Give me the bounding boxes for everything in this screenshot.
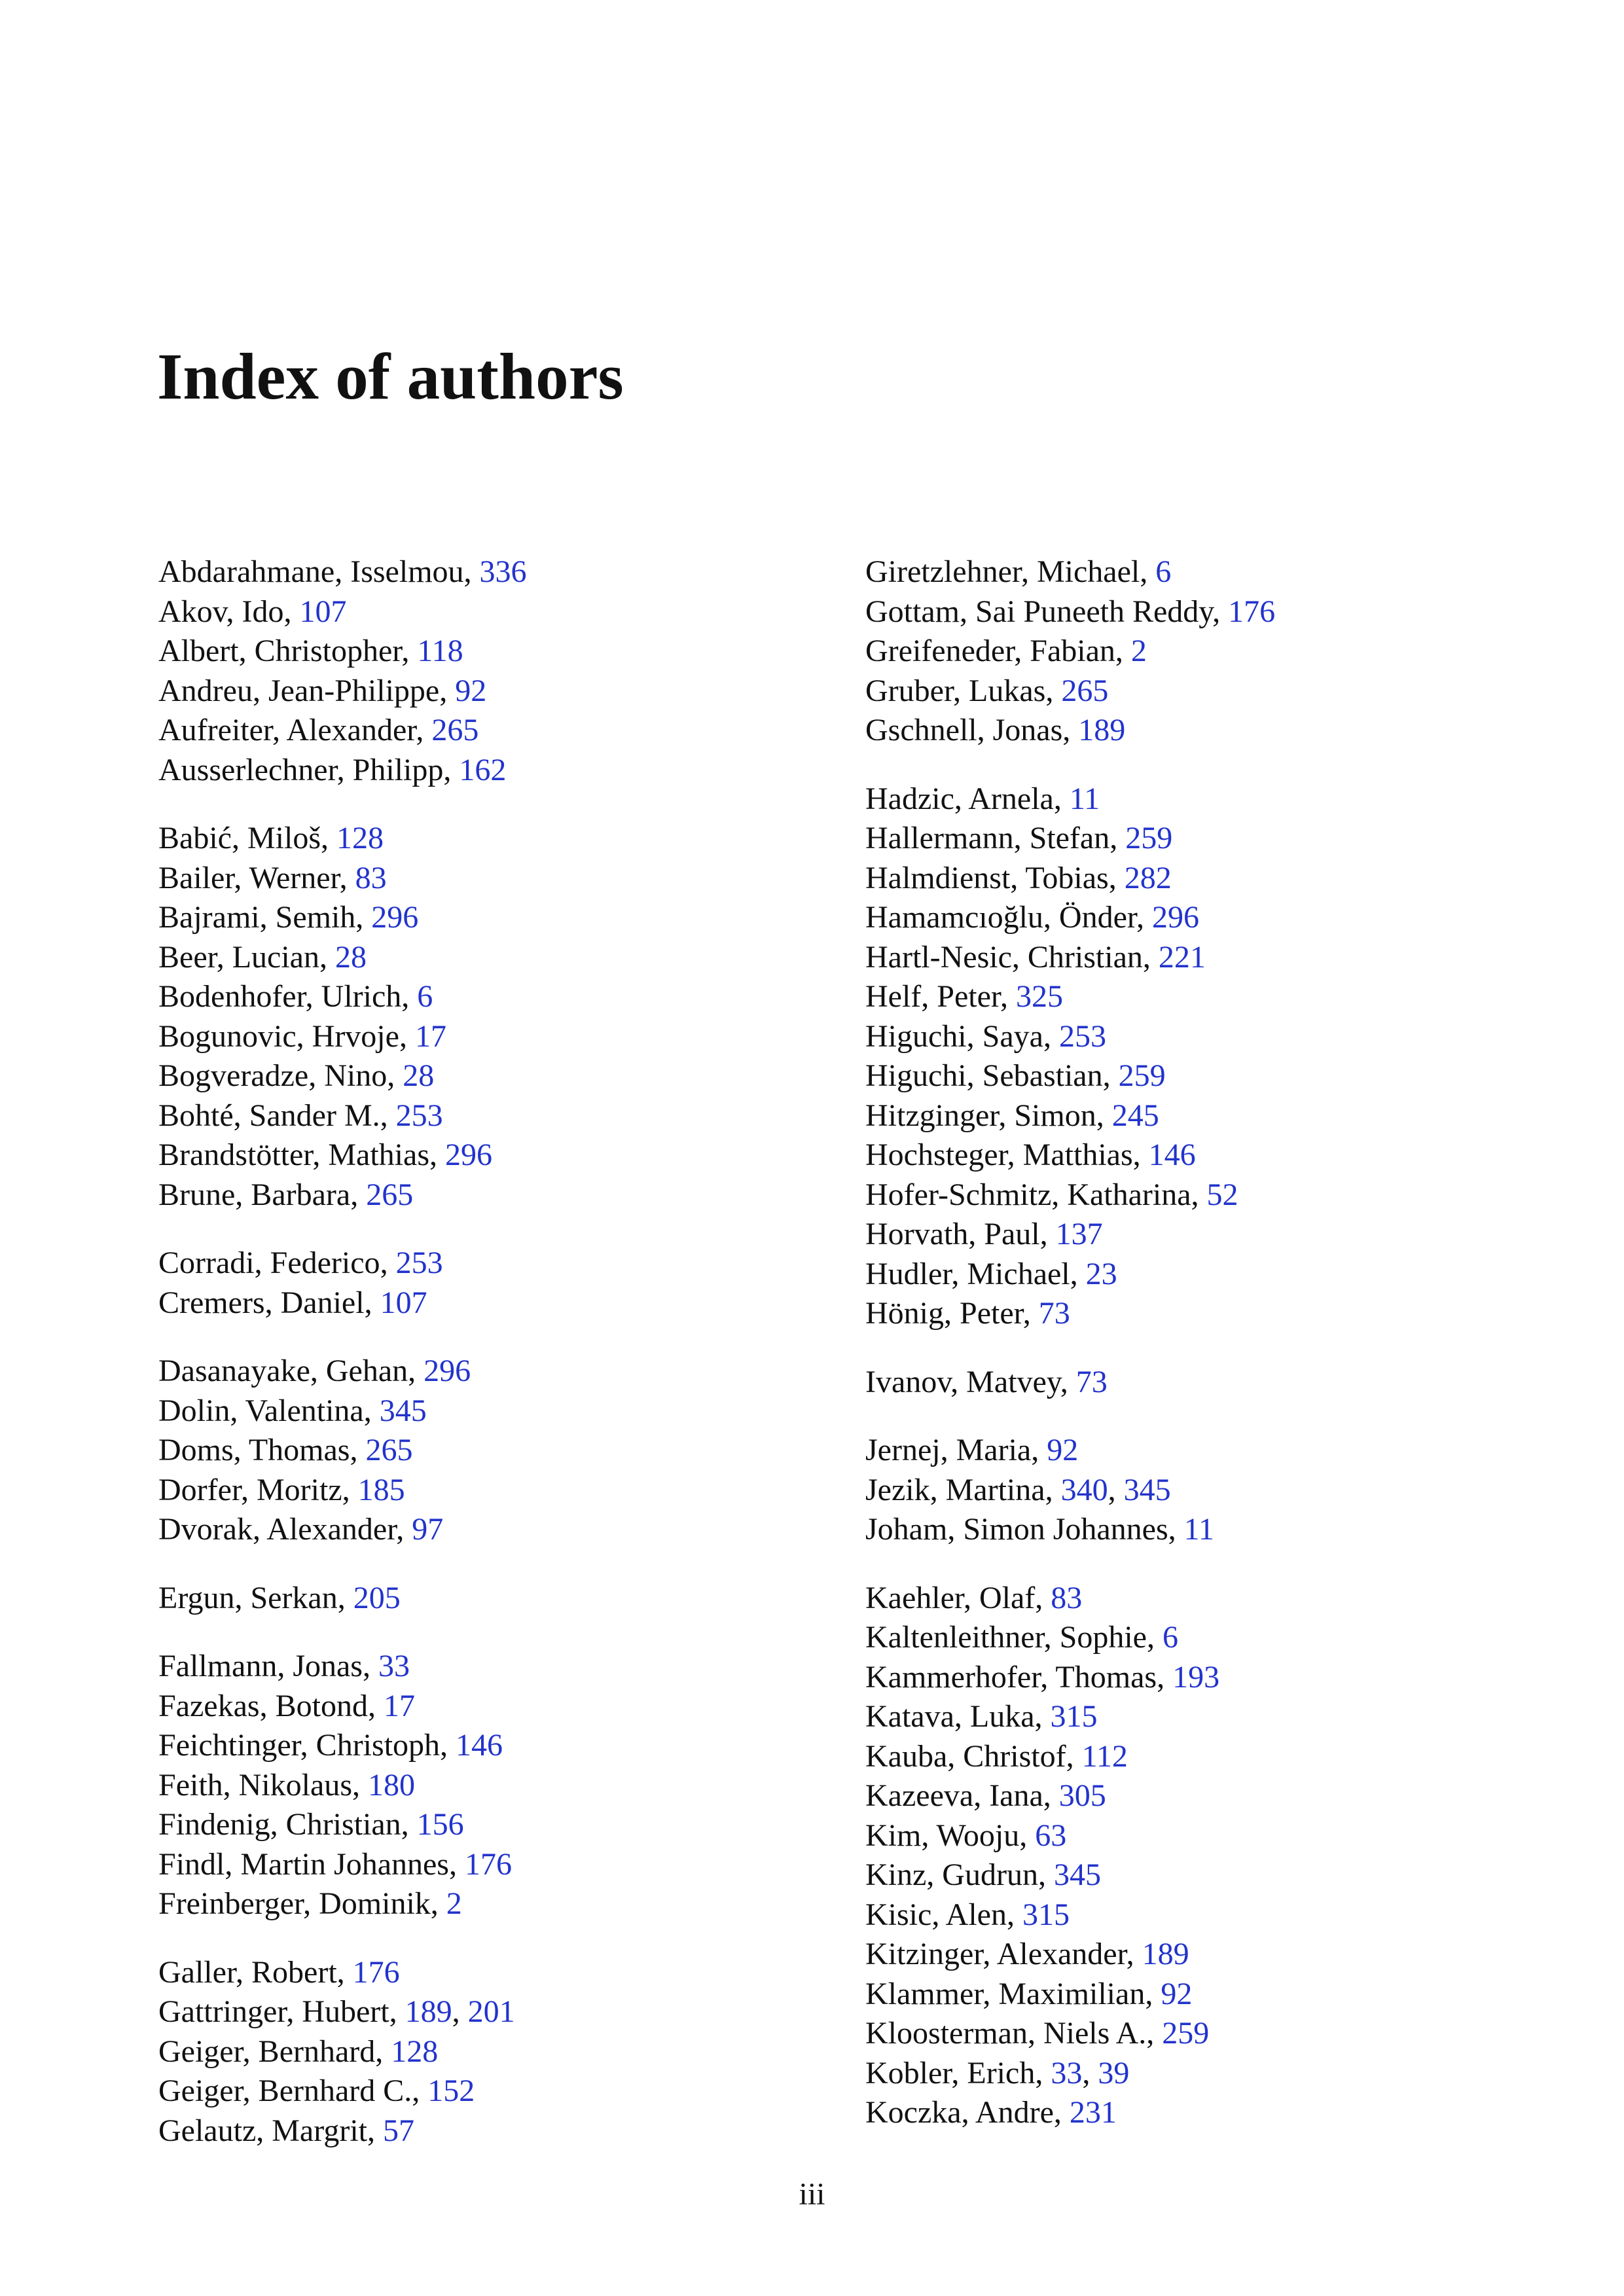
author-name: Hofer-Schmitz, Katharina: [865, 1177, 1191, 1212]
author-entry: Freinberger, Dominik, 2: [158, 1886, 462, 1921]
page-link[interactable]: 33: [1051, 2055, 1083, 2090]
author-name: Dolin, Valentina: [158, 1393, 364, 1428]
author-entry: Kim, Wooju, 63: [865, 1818, 1067, 1853]
author-name: Hamamcıoğlu, Önder: [865, 900, 1136, 935]
author-name: Hartl-Nesic, Christian: [865, 939, 1143, 975]
author-entry: Helf, Peter, 325: [865, 979, 1063, 1014]
author-name: Feith, Nikolaus: [158, 1767, 352, 1803]
page-link[interactable]: 345: [379, 1393, 427, 1428]
author-name: Bogveradze, Nino: [158, 1058, 388, 1093]
author-entry: Hochsteger, Matthias, 146: [865, 1138, 1196, 1172]
page-link[interactable]: 128: [391, 2034, 439, 2069]
page-link[interactable]: 282: [1124, 860, 1172, 895]
author-name: Kitzinger, Alexander: [865, 1937, 1127, 1971]
page-link[interactable]: 39: [1098, 2055, 1130, 2090]
author-entry: Brune, Barbara, 265: [158, 1177, 414, 1212]
page-link[interactable]: 156: [416, 1807, 464, 1842]
page-link[interactable]: 162: [459, 752, 507, 787]
page-link[interactable]: 92: [1047, 1433, 1079, 1467]
page-link[interactable]: 73: [1075, 1364, 1108, 1399]
page-link[interactable]: 259: [1118, 1058, 1166, 1093]
author-entry: Albert, Christopher, 118: [158, 634, 463, 668]
author-entry: Gruber, Lukas, 265: [865, 673, 1109, 708]
page-link[interactable]: 296: [445, 1138, 492, 1172]
author-entry: Bohté, Sander M., 253: [158, 1098, 443, 1133]
author-entry: Galler, Robert, 176: [158, 1954, 400, 1990]
page-link[interactable]: 325: [1016, 979, 1063, 1014]
page-link[interactable]: 305: [1058, 1778, 1106, 1813]
author-entry: Gschnell, Jonas, 189: [865, 713, 1126, 747]
author-entry: Kisic, Alen, 315: [865, 1897, 1070, 1932]
author-entry: Horvath, Paul, 137: [865, 1217, 1103, 1251]
author-name: Babić, Miloš: [158, 821, 321, 855]
author-entry: Hofer-Schmitz, Katharina, 52: [865, 1177, 1238, 1212]
author-name: Higuchi, Saya: [865, 1018, 1043, 1054]
author-name: Kaltenleithner, Sophie: [865, 1620, 1147, 1655]
author-entry: Kloosterman, Niels A., 259: [865, 2016, 1210, 2051]
page-link[interactable]: 128: [336, 821, 384, 855]
page-link[interactable]: 253: [1058, 1018, 1106, 1054]
page-link[interactable]: 97: [412, 1512, 444, 1547]
page-link[interactable]: 152: [427, 2073, 475, 2108]
page-link[interactable]: 92: [1161, 1976, 1193, 2011]
index-letter-group: [158, 1244, 813, 1323]
author-name: Bohté, Sander M.: [158, 1098, 380, 1133]
page-link[interactable]: 83: [355, 860, 387, 895]
page-link[interactable]: 265: [366, 1177, 414, 1212]
author-entry: Hartl-Nesic, Christian, 221: [865, 939, 1206, 975]
author-entry: Hallermann, Stefan, 259: [865, 821, 1173, 855]
author-entry: Giretzlehner, Michael, 6: [865, 554, 1172, 589]
author-name: Katava, Luka: [865, 1699, 1035, 1734]
author-name: Kisic, Alen: [865, 1897, 1007, 1932]
author-entry: Ivanov, Matvey, 73: [865, 1364, 1108, 1399]
index-letter-group: [158, 1647, 813, 1924]
author-name: Dasanayake, Gehan: [158, 1354, 408, 1388]
author-entry: Hudler, Michael, 23: [865, 1256, 1117, 1291]
page-link[interactable]: 315: [1022, 1897, 1070, 1932]
author-entry: Geiger, Bernhard, 128: [158, 2034, 439, 2069]
page-link[interactable]: 296: [1151, 900, 1199, 935]
author-name: Helf, Peter: [865, 979, 1000, 1014]
page-link[interactable]: 221: [1158, 939, 1206, 975]
page-link[interactable]: 201: [467, 1994, 515, 2029]
author-entry: Kaltenleithner, Sophie, 6: [865, 1620, 1178, 1655]
author-entry: Findenig, Christian, 156: [158, 1807, 464, 1842]
author-name: Ausserlechner, Philipp: [158, 752, 444, 787]
author-name: Kauba, Christof: [865, 1738, 1066, 1774]
author-name: Kammerhofer, Thomas: [865, 1659, 1157, 1695]
author-name: Findl, Martin Johannes: [158, 1846, 449, 1882]
page-link[interactable]: 205: [353, 1580, 401, 1615]
page-link[interactable]: 23: [1085, 1256, 1117, 1291]
author-name: Hochsteger, Matthias: [865, 1138, 1133, 1172]
author-name: Corradi, Federico: [158, 1246, 380, 1280]
author-name: Dorfer, Moritz: [158, 1472, 342, 1507]
author-name: Jezik, Martina: [865, 1472, 1045, 1507]
page-link[interactable]: 83: [1051, 1580, 1083, 1615]
page-link[interactable]: 189: [1142, 1937, 1189, 1971]
author-entry: Dolin, Valentina, 345: [158, 1393, 427, 1428]
author-name: Beer, Lucian: [158, 939, 319, 975]
page-link[interactable]: 6: [1162, 1620, 1178, 1655]
page-link[interactable]: 2: [1130, 634, 1147, 668]
author-entry: Babić, Miloš, 128: [158, 821, 384, 855]
author-name: Aufreiter, Alexander: [158, 713, 416, 747]
author-name: Ivanov, Matvey: [865, 1364, 1060, 1399]
page-link[interactable]: 245: [1111, 1098, 1159, 1133]
author-name: Fazekas, Botond: [158, 1688, 368, 1723]
author-entry: Hamamcıoğlu, Önder, 296: [865, 900, 1199, 935]
author-name: Findenig, Christian: [158, 1807, 401, 1842]
index-letter-group: [158, 552, 813, 790]
page-link[interactable]: 265: [1061, 673, 1109, 708]
author-name: Hallermann, Stefan: [865, 821, 1110, 855]
author-name: Hönig, Peter: [865, 1296, 1023, 1331]
page-link[interactable]: 296: [371, 900, 419, 935]
author-entry: Greifeneder, Fabian, 2: [865, 634, 1147, 668]
index-letter-group: [865, 1431, 1520, 1550]
author-entry: Hadzic, Arnela, 11: [865, 781, 1100, 816]
page-link[interactable]: 137: [1055, 1217, 1103, 1251]
page-link[interactable]: 340: [1060, 1472, 1108, 1507]
author-entry: Hönig, Peter, 73: [865, 1296, 1070, 1331]
author-name: Bodenhofer, Ulrich: [158, 979, 402, 1014]
page-link[interactable]: 92: [455, 673, 487, 708]
author-entry: Kinz, Gudrun, 345: [865, 1857, 1101, 1892]
page-link[interactable]: 189: [1078, 713, 1126, 747]
author-name: Gelautz, Margrit: [158, 2113, 368, 2148]
page-link[interactable]: 253: [395, 1246, 443, 1280]
author-entry: Feith, Nikolaus, 180: [158, 1767, 415, 1803]
author-entry: Feichtinger, Christoph, 146: [158, 1728, 503, 1763]
author-name: Gottam, Sai Puneeth Reddy: [865, 594, 1213, 629]
author-name: Kaehler, Olaf: [865, 1580, 1036, 1615]
page-link[interactable]: 73: [1038, 1296, 1070, 1331]
author-name: Bajrami, Semih: [158, 900, 356, 935]
page-link[interactable]: 259: [1162, 2016, 1210, 2051]
page-link[interactable]: 107: [380, 1285, 427, 1320]
index-letter-group: [865, 780, 1520, 1334]
author-entry: Halmdienst, Tobias, 282: [865, 860, 1172, 895]
author-entry: Koczka, Andre, 231: [865, 2095, 1117, 2130]
author-name: Kinz, Gudrun: [865, 1857, 1038, 1892]
author-name: Abdarahmane, Isselmou: [158, 554, 464, 589]
page-link[interactable]: 180: [368, 1767, 415, 1803]
index-column-right: [865, 552, 1520, 2162]
author-name: Freinberger, Dominik: [158, 1886, 431, 1921]
author-name: Dvorak, Alexander: [158, 1512, 397, 1547]
author-name: Brandstötter, Mathias: [158, 1138, 429, 1172]
page-link[interactable]: 265: [431, 713, 479, 747]
author-entry: Gelautz, Margrit, 57: [158, 2113, 415, 2148]
page-link[interactable]: 28: [334, 939, 367, 975]
page-link[interactable]: 57: [383, 2113, 415, 2148]
author-name: Hadzic, Arnela: [865, 781, 1054, 816]
author-name: Ergun, Serkan: [158, 1580, 338, 1615]
author-entry: Ergun, Serkan, 205: [158, 1580, 401, 1615]
page-link[interactable]: 185: [357, 1472, 405, 1507]
author-entry: Hitzginger, Simon, 245: [865, 1098, 1159, 1133]
page-link[interactable]: 176: [352, 1954, 400, 1990]
author-name: Doms, Thomas: [158, 1433, 350, 1467]
author-entry: Dorfer, Moritz, 185: [158, 1472, 405, 1507]
author-entry: Kammerhofer, Thomas, 193: [865, 1659, 1220, 1695]
page-link[interactable]: 176: [1228, 594, 1276, 629]
page-link[interactable]: 33: [378, 1649, 410, 1683]
page-link[interactable]: 345: [1123, 1472, 1171, 1507]
page-link[interactable]: 146: [456, 1728, 503, 1763]
page-link[interactable]: 345: [1053, 1857, 1101, 1892]
author-name: Cremers, Daniel: [158, 1285, 365, 1320]
author-entry: Kaehler, Olaf, 83: [865, 1580, 1083, 1615]
author-entry: Joham, Simon Johannes, 11: [865, 1512, 1214, 1547]
author-entry: Fazekas, Botond, 17: [158, 1688, 415, 1723]
index-letter-group: [865, 1579, 1520, 2133]
author-name: Halmdienst, Tobias: [865, 860, 1109, 895]
index-letter-group: [865, 1363, 1520, 1403]
author-entry: Ausserlechner, Philipp, 162: [158, 752, 507, 787]
page-link[interactable]: 63: [1035, 1818, 1067, 1853]
author-entry: Klammer, Maximilian, 92: [865, 1976, 1193, 2011]
author-name: Jernej, Maria: [865, 1433, 1032, 1467]
author-name: Fallmann, Jonas: [158, 1649, 363, 1683]
author-entry: Bogunovic, Hrvoje, 17: [158, 1018, 446, 1054]
author-name: Albert, Christopher: [158, 634, 402, 668]
author-entry: Cremers, Daniel, 107: [158, 1285, 427, 1320]
author-entry: Beer, Lucian, 28: [158, 939, 367, 975]
page-link[interactable]: 253: [395, 1098, 443, 1133]
author-name: Kloosterman, Niels A.: [865, 2016, 1147, 2051]
author-entry: Akov, Ido, 107: [158, 594, 347, 629]
page-link[interactable]: 146: [1148, 1138, 1196, 1172]
page-link[interactable]: 265: [365, 1433, 413, 1467]
page-link[interactable]: 107: [299, 594, 347, 629]
page-link[interactable]: 189: [405, 1994, 452, 2029]
page-title: Index of authors: [157, 340, 624, 413]
author-entry: Andreu, Jean-Philippe, 92: [158, 673, 487, 708]
author-name: Hitzginger, Simon: [865, 1098, 1096, 1133]
author-entry: Katava, Luka, 315: [865, 1699, 1098, 1734]
author-name: Kobler, Erich: [865, 2055, 1036, 2090]
author-name: Gschnell, Jonas: [865, 713, 1063, 747]
author-name: Bailer, Werner: [158, 860, 340, 895]
author-entry: Kazeeva, Iana, 305: [865, 1778, 1106, 1813]
index-letter-group: [865, 552, 1520, 751]
author-entry: Bogveradze, Nino, 28: [158, 1058, 435, 1093]
page-link[interactable]: 315: [1050, 1699, 1098, 1734]
author-name: Higuchi, Sebastian: [865, 1058, 1103, 1093]
author-entry: Bodenhofer, Ulrich, 6: [158, 979, 433, 1014]
index-column-left: [158, 552, 813, 2179]
author-name: Andreu, Jean-Philippe: [158, 673, 440, 708]
author-name: Gattringer, Hubert: [158, 1994, 389, 2029]
author-name: Joham, Simon Johannes: [865, 1512, 1168, 1547]
page-link[interactable]: 28: [403, 1058, 435, 1093]
page-link[interactable]: 336: [479, 554, 527, 589]
author-entry: Dvorak, Alexander, 97: [158, 1512, 444, 1547]
page-link[interactable]: 11: [1183, 1512, 1214, 1547]
author-name: Feichtinger, Christoph: [158, 1728, 441, 1763]
author-entry: Gottam, Sai Puneeth Reddy, 176: [865, 594, 1276, 629]
author-entry: Jernej, Maria, 92: [865, 1433, 1079, 1467]
page-link[interactable]: 296: [424, 1354, 471, 1388]
page-link[interactable]: 231: [1069, 2095, 1117, 2130]
author-name: Hudler, Michael: [865, 1256, 1070, 1291]
author-name: Greifeneder, Fabian: [865, 634, 1115, 668]
author-name: Akov, Ido: [158, 594, 284, 629]
author-name: Geiger, Bernhard C.: [158, 2073, 412, 2108]
page-link[interactable]: 112: [1081, 1738, 1128, 1774]
page-link[interactable]: 259: [1125, 821, 1173, 855]
author-name: Gruber, Lukas: [865, 673, 1046, 708]
page-link[interactable]: 2: [446, 1886, 462, 1921]
author-name: Klammer, Maximilian: [865, 1976, 1146, 2011]
index-letter-group: [158, 1953, 813, 2151]
author-entry: Kitzinger, Alexander, 189: [865, 1937, 1189, 1971]
page-link[interactable]: 17: [383, 1688, 415, 1723]
author-entry: Bailer, Werner, 83: [158, 860, 387, 895]
author-entry: Corradi, Federico, 253: [158, 1246, 443, 1280]
author-name: Geiger, Bernhard: [158, 2034, 376, 2069]
author-name: Kazeeva, Iana: [865, 1778, 1043, 1813]
page-link[interactable]: 193: [1172, 1659, 1220, 1695]
author-name: Horvath, Paul: [865, 1217, 1040, 1251]
index-letter-group: [158, 1579, 813, 1619]
author-entry: Kauba, Christof, 112: [865, 1738, 1128, 1774]
author-entry: Fallmann, Jonas, 33: [158, 1649, 410, 1683]
author-entry: Higuchi, Sebastian, 259: [865, 1058, 1166, 1093]
page-number: iii: [799, 2177, 825, 2212]
page-link[interactable]: 176: [464, 1846, 512, 1882]
index-letter-group: [158, 1352, 813, 1550]
author-name: Giretzlehner, Michael: [865, 554, 1140, 589]
author-entry: Gattringer, Hubert, 189, 201: [158, 1994, 515, 2029]
page-link[interactable]: 52: [1206, 1177, 1238, 1212]
page-link[interactable]: 6: [1155, 554, 1172, 589]
author-entry: Doms, Thomas, 265: [158, 1433, 413, 1467]
page-link[interactable]: 118: [417, 634, 463, 668]
author-entry: Findl, Martin Johannes, 176: [158, 1846, 512, 1882]
author-entry: Abdarahmane, Isselmou, 336: [158, 554, 527, 589]
author-entry: Dasanayake, Gehan, 296: [158, 1354, 471, 1388]
author-entry: Bajrami, Semih, 296: [158, 900, 419, 935]
author-entry: Jezik, Martina, 340, 345: [865, 1472, 1171, 1507]
author-name: Bogunovic, Hrvoje: [158, 1018, 399, 1054]
author-entry: Higuchi, Saya, 253: [865, 1018, 1106, 1054]
page-link[interactable]: 11: [1069, 781, 1100, 816]
page-link[interactable]: 17: [414, 1018, 446, 1054]
page-link[interactable]: 6: [417, 979, 433, 1014]
author-name: Galler, Robert: [158, 1954, 337, 1990]
index-letter-group: [158, 819, 813, 1215]
author-name: Brune, Barbara: [158, 1177, 351, 1212]
author-entry: Aufreiter, Alexander, 265: [158, 713, 479, 747]
author-entry: Geiger, Bernhard C., 152: [158, 2073, 475, 2108]
author-name: Koczka, Andre: [865, 2095, 1054, 2130]
author-entry: Kobler, Erich, 33, 39: [865, 2055, 1130, 2090]
author-entry: Brandstötter, Mathias, 296: [158, 1138, 492, 1172]
author-name: Kim, Wooju: [865, 1818, 1020, 1853]
